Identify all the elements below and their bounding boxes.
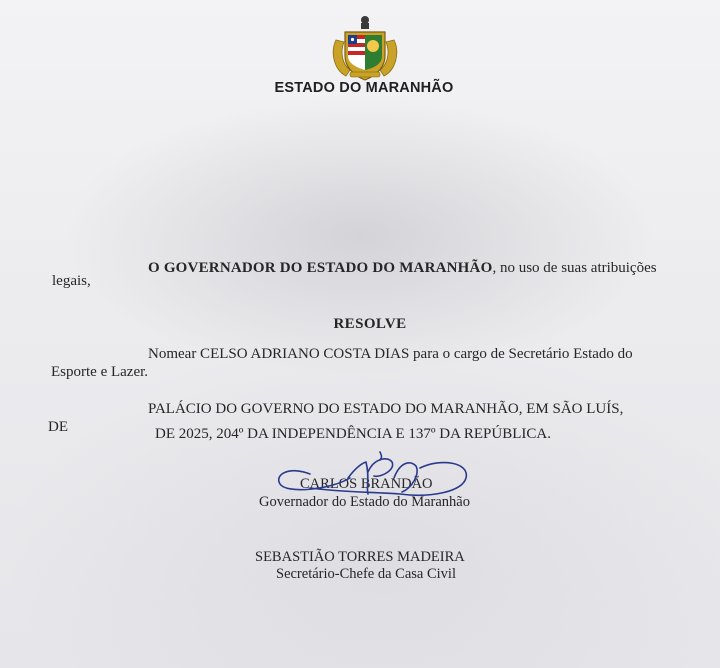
governor-title: Governador do Estado do Maranhão bbox=[259, 494, 470, 510]
state-title: ESTADO DO MARANHÃO bbox=[274, 80, 454, 96]
opening-text: , no uso de suas atribuições bbox=[492, 260, 657, 276]
governor-name: CARLOS BRANDÃO bbox=[300, 476, 433, 492]
governor-heading: O GOVERNADOR DO ESTADO DO MARANHÃO bbox=[148, 260, 493, 276]
secretary-name: SEBASTIÃO TORRES MADEIRA bbox=[255, 549, 465, 565]
appointment-line-2: Esporte e Lazer. bbox=[51, 364, 149, 380]
decree-opening bbox=[148, 260, 657, 277]
handwritten-signature bbox=[270, 448, 480, 508]
place-de: DE bbox=[48, 419, 68, 435]
maranhao-coat-of-arms-icon bbox=[328, 12, 402, 84]
place-line-1: PALÁCIO DO GOVERNO DO ESTADO DO MARANHÃO, EM SÃO LUÍS, bbox=[148, 401, 624, 417]
resolve-heading: RESOLVE bbox=[333, 316, 407, 332]
appointment-line-1: Nomear CELSO ADRIANO COSTA DIAS para o cargo de Secretário Estado do bbox=[148, 346, 633, 362]
opening-continuation: legais, bbox=[52, 273, 91, 289]
place-line-2: DE 2025, 204º DA INDEPENDÊNCIA E 137º DA REPÚBLICA. bbox=[155, 426, 551, 442]
secretary-title: Secretário-Chefe da Casa Civil bbox=[276, 566, 456, 582]
